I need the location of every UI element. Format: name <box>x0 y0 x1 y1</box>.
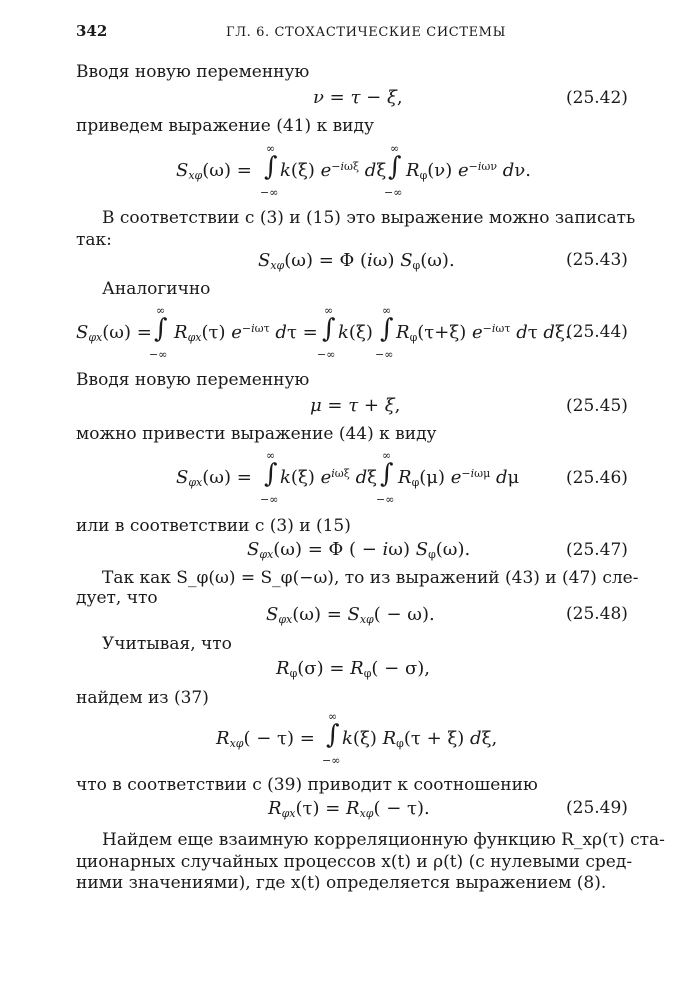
text-line: Вводя новую переменную <box>76 62 310 82</box>
text-line: ционарных случайных процессов x(t) и ρ(t) (с нулевыми сред- <box>76 852 633 872</box>
text-line: Найдем еще взаимную корреляционную функцию R_xρ(τ) ста- <box>102 830 665 850</box>
equation-number: (25.43) <box>566 250 628 270</box>
equation-rx-phi-integral: $R_{x\varphi}( - \tau)$ = ∞ ∫ −∞ k(ξ) $R_\varphi(\tau + \xi)$ dξ, <box>216 710 498 767</box>
text-line: приведем выражение (41) к виду <box>76 116 374 136</box>
equation-number: (25.46) <box>566 468 628 488</box>
text-line: или в соответствии с (3) и (15) <box>76 516 351 536</box>
text-line: что в соответствии с (39) приводит к соотношению <box>76 775 538 795</box>
text-line: Вводя новую переменную <box>76 370 310 390</box>
text-line: ними значениями), где x(t) определяется выражением (8). <box>76 873 607 893</box>
equation-25-49: $R_{\varphi x}(\tau) = R_{x\varphi}( - \tau)$. <box>268 798 430 820</box>
equation-25-42: ν = τ − ξ, <box>313 87 403 108</box>
text-line: дует, что <box>76 588 158 608</box>
equation-25-44: $S_{\varphi x}(\omega)$ = ∞ ∫ −∞ $R_{\varphi x}(\tau)$ $e^{-i\omega\tau}$ dτ = ∞ ∫ −∞ k(ξ) ∞ ∫ −∞ $R_\varphi(\tau+\xi)$ $e^{-i\omega\tau}$ dτ dξ. <box>76 304 571 361</box>
text-line: В соответствии с (3) и (15) это выражение можно записать <box>102 208 636 228</box>
equation-sx-phi-double-integral: $S_{x\varphi}(\omega)$ = ∞ ∫ −∞ k(ξ) $e^{-i\omega\xi}$ dξ ∞ ∫ −∞ $R_\varphi(\nu)$ $e^{-i\omega\nu}$ dν. <box>176 142 531 199</box>
equation-25-45: μ = τ + ξ, <box>310 395 401 416</box>
equation-r-phi-symmetry: $R_\varphi(\sigma) = R_\varphi( - \sigma)$, <box>276 658 430 680</box>
equation-25-48: $S_{\varphi x}(\omega) = S_{x\varphi}( - \omega)$. <box>266 604 435 626</box>
equation-number: (25.42) <box>566 88 628 108</box>
text-line: найдем из (37) <box>76 688 209 708</box>
text-line: Так как S_φ(ω) = S_φ(−ω), то из выражений (43) и (47) сле- <box>102 568 639 588</box>
running-title: ГЛ. 6. СТОХАСТИЧЕСКИЕ СИСТЕМЫ <box>226 25 506 40</box>
equation-25-43: $S_{x\varphi}(\omega) = \Phi$ (iω) $S_\varphi(\omega)$. <box>258 250 455 272</box>
page-number: 342 <box>76 22 108 40</box>
equation-number: (25.49) <box>566 798 628 818</box>
text-line: Учитывая, что <box>102 634 232 654</box>
text-line: можно привести выражение (44) к виду <box>76 424 437 444</box>
equation-number: (25.45) <box>566 396 628 416</box>
equation-number: (25.48) <box>566 604 628 624</box>
equation-number: (25.44) <box>566 322 628 342</box>
text-line: так: <box>76 230 112 250</box>
equation-25-46: $S_{\varphi x}(\omega)$ = ∞ ∫ −∞ k(ξ) $e^{i\omega\xi}$ dξ ∞ ∫ −∞ $R_\varphi(\mu)$ $e^{-i\omega\mu}$ dμ <box>176 449 520 506</box>
equation-25-47: $S_{\varphi x}(\omega) = \Phi$ ( − iω) $S_\varphi(\omega)$. <box>247 539 471 561</box>
text-line: Аналогично <box>102 279 211 299</box>
equation-number: (25.47) <box>566 540 628 560</box>
